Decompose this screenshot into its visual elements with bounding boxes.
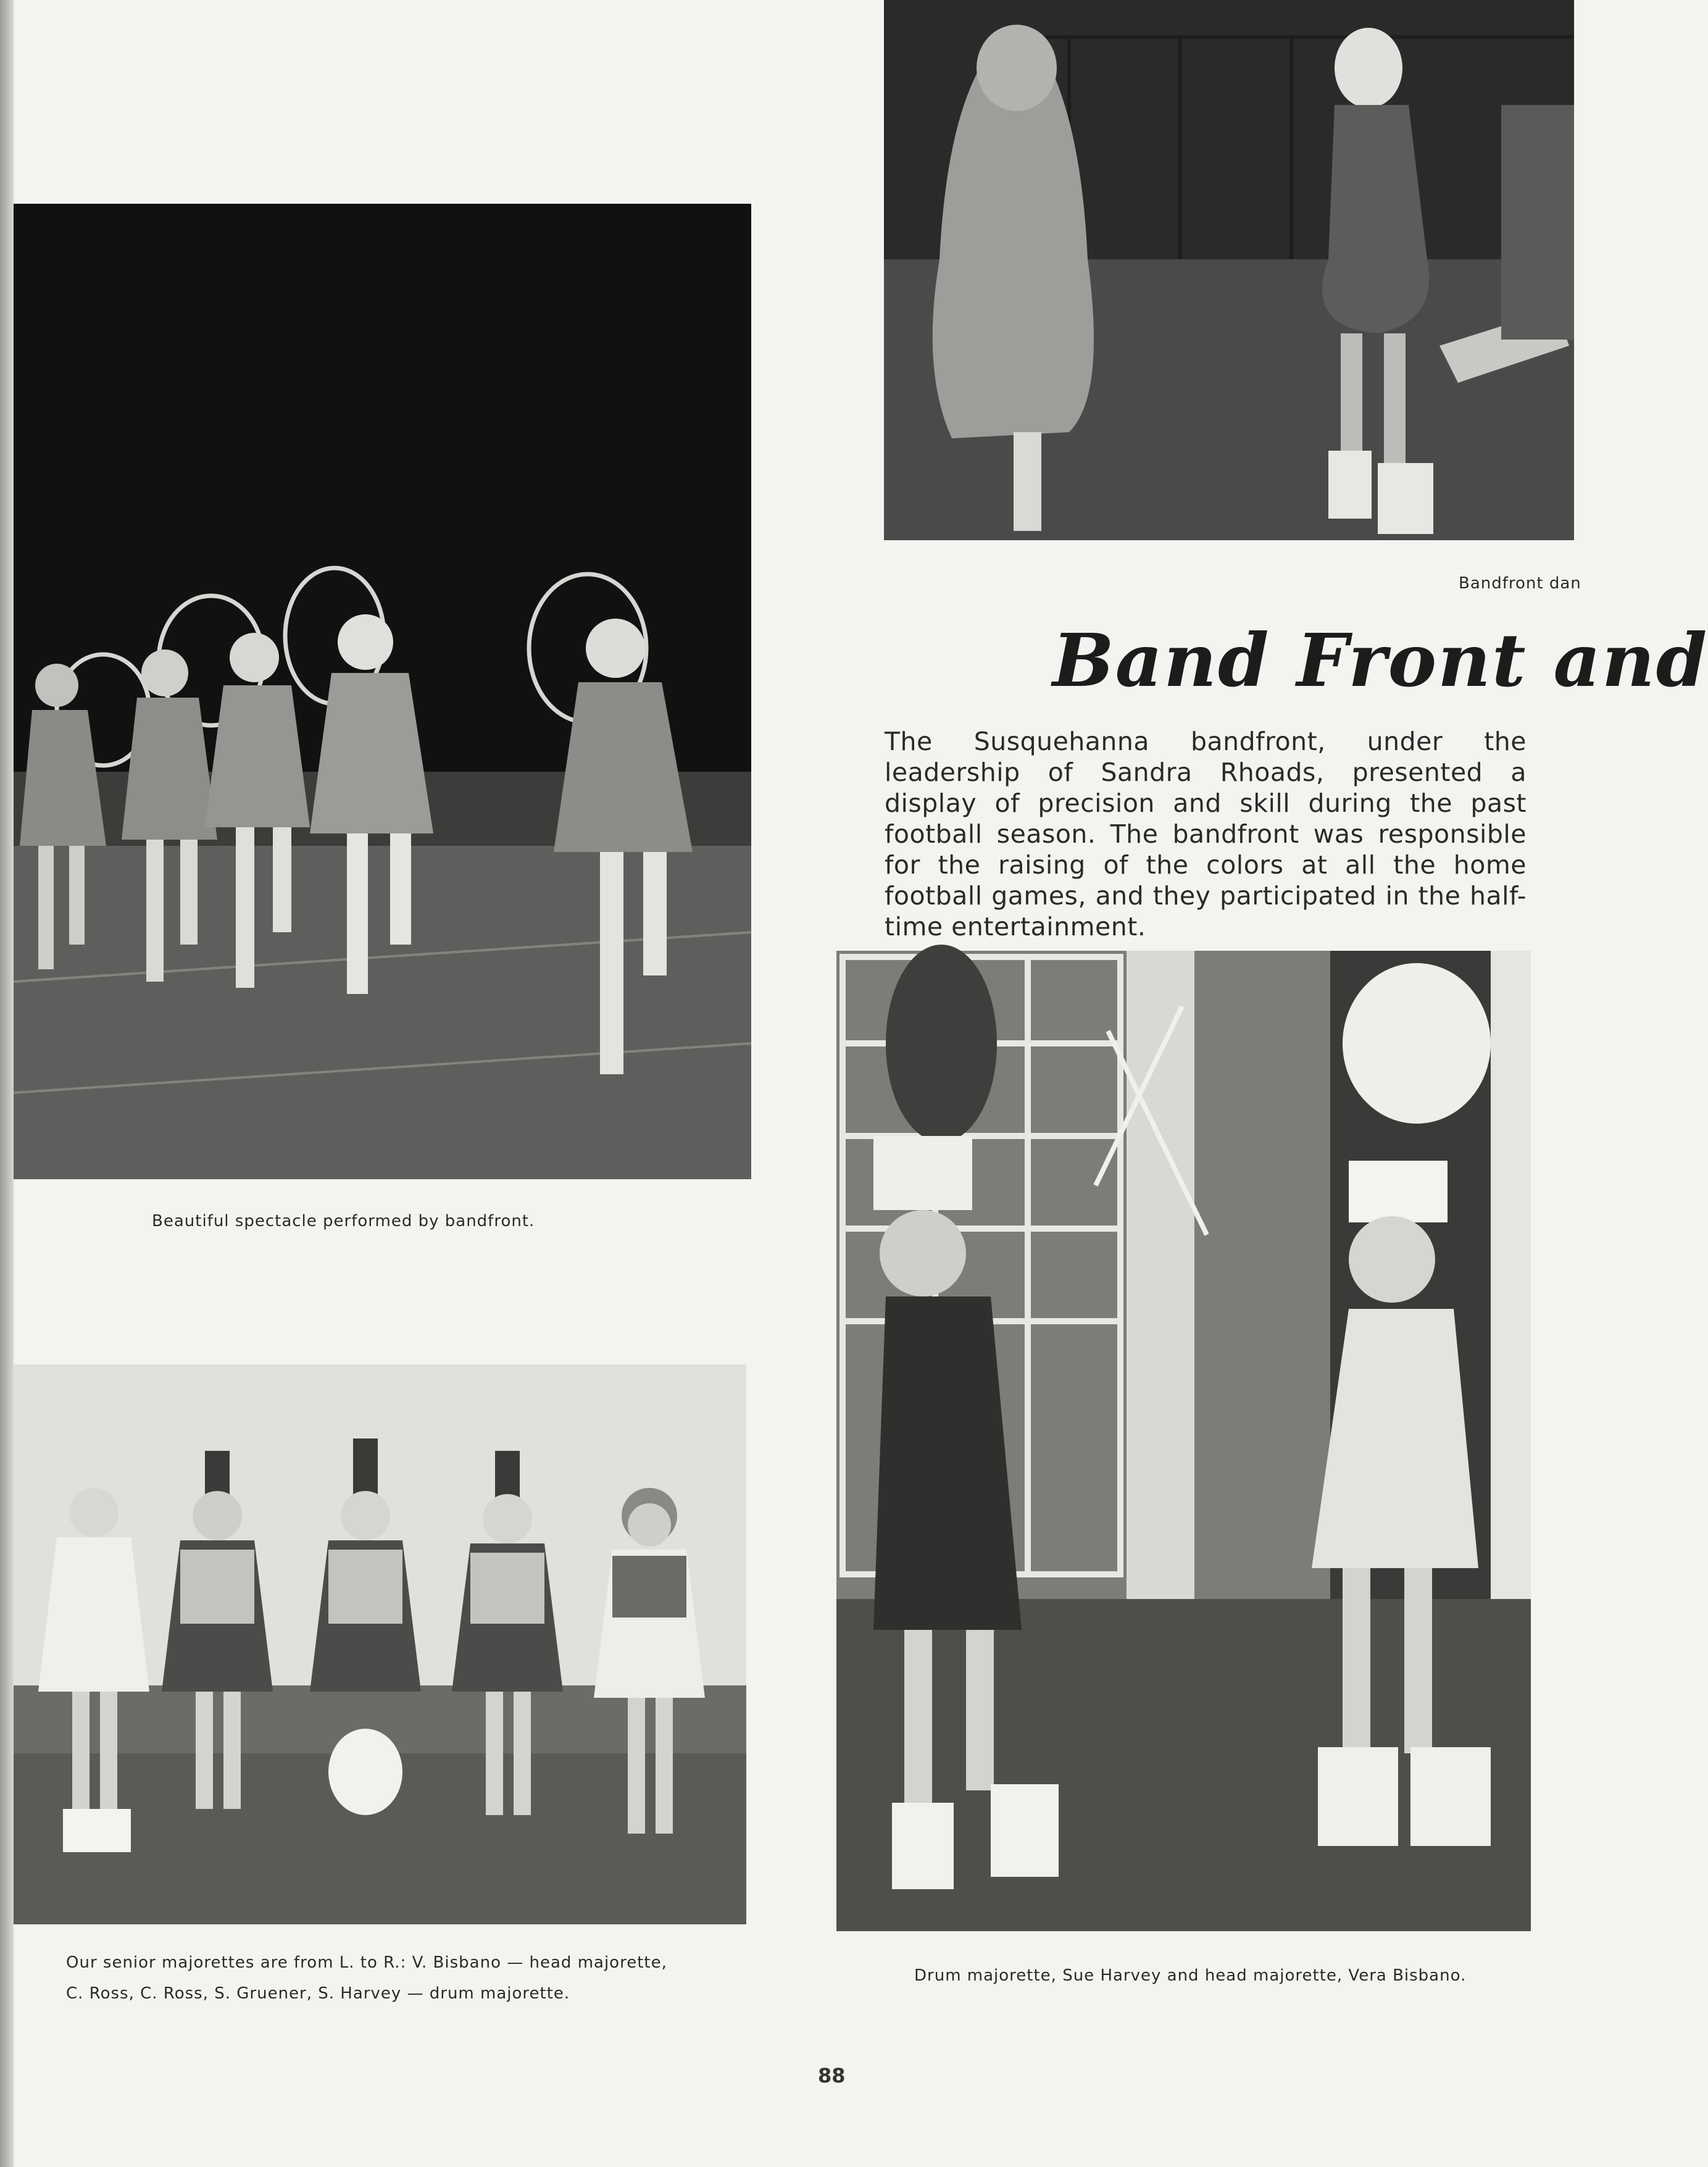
photo-night-performance xyxy=(14,204,751,1179)
page-heading: Band Front and xyxy=(1052,617,1708,703)
photo-senior-majorettes xyxy=(14,1364,746,1924)
caption-night-performance: Beautiful spectacle performed by bandfront. xyxy=(152,1212,535,1230)
article-body: The Susquehanna bandfront, under the leadership of Sandra Rhoads, presented a display of precision and skill during the past football season. The bandfront was responsible for the raising of the colors at all the home football games, and they participated in the half-time entertainment. xyxy=(885,727,1527,942)
caption-top-right: Bandfront dan xyxy=(1459,574,1581,593)
photo-drum-and-head-majorette xyxy=(836,951,1531,1931)
caption-senior-majorettes-line2: C. Ross, C. Ross, S. Gruener, S. Harvey — drum majorette. xyxy=(66,1984,570,2003)
page-number: 88 xyxy=(818,2064,846,2087)
caption-senior-majorettes-line1: Our senior majorettes are from L. to R.: V. Bisbano — head majorette, xyxy=(66,1953,667,1972)
photo-bandfront-dance xyxy=(884,0,1574,540)
caption-drum-and-head-majorette: Drum majorette, Sue Harvey and head majorette, Vera Bisbano. xyxy=(914,1966,1467,1985)
page-binding-edge xyxy=(0,0,14,2167)
